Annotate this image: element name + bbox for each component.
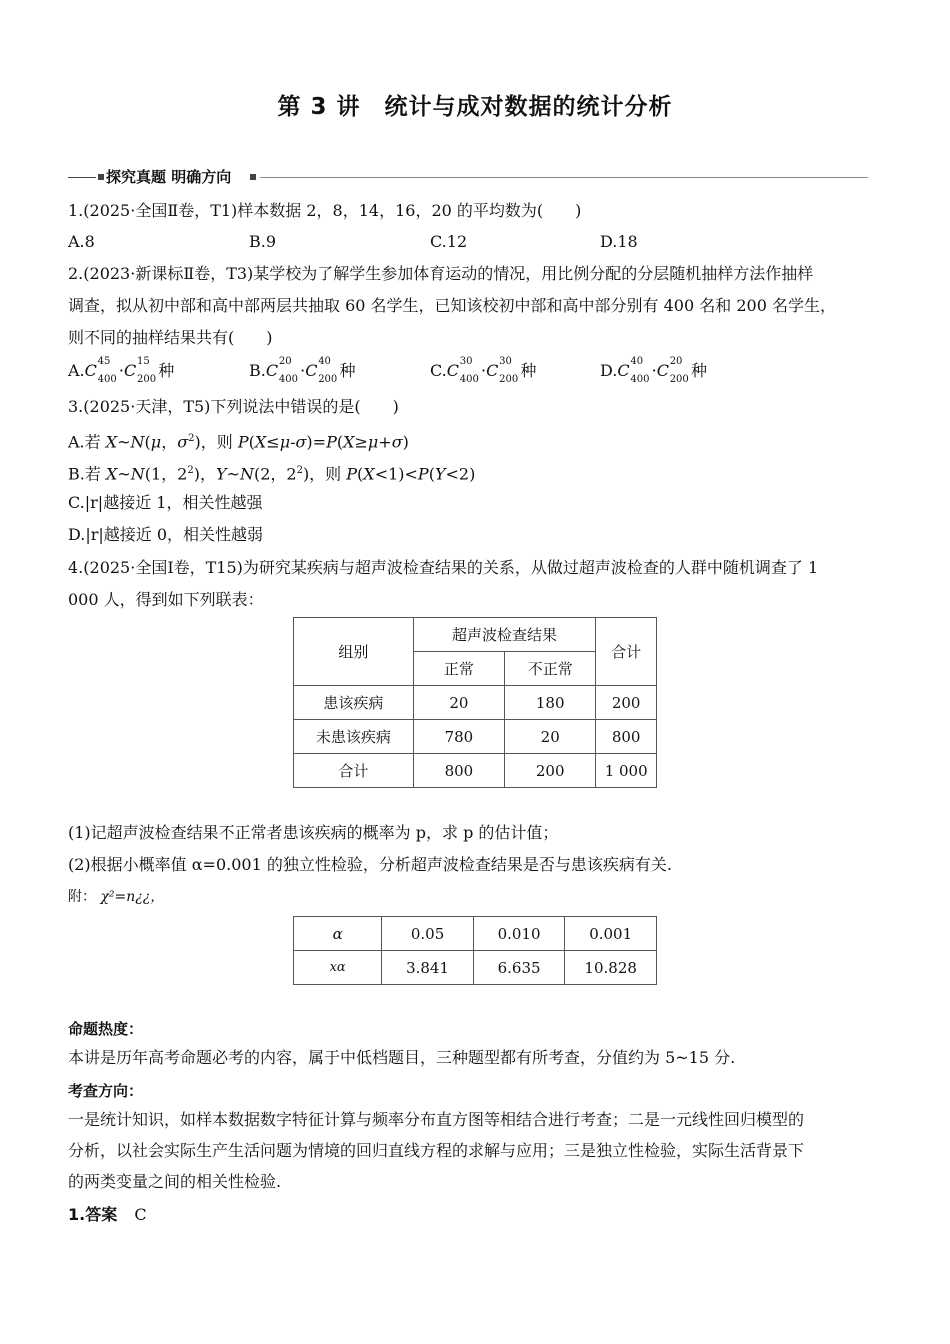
q4-sub-2: (2)根据小概率值 α=0.001 的独立性检验，分析超声波检查结果是否与患该疾病有关. bbox=[68, 855, 672, 874]
cell-total: 800 bbox=[596, 720, 657, 754]
option-letter: C. bbox=[430, 361, 447, 380]
option-letter: A. bbox=[68, 361, 85, 380]
q2-option-c: C.C 30 400 ·C 30 200 种 bbox=[430, 360, 536, 382]
header-total: 合计 bbox=[596, 618, 657, 686]
option-letter: D. bbox=[600, 361, 618, 380]
comb-sub: 400 bbox=[278, 374, 298, 385]
alpha-label: α bbox=[294, 917, 382, 951]
q3-option-c: C.|r|越接近 1，相关性越强 bbox=[68, 493, 263, 512]
direction-label: 考查方向： bbox=[68, 1082, 144, 1100]
comb-sub: 400 bbox=[459, 374, 479, 385]
comb-sub: 200 bbox=[318, 374, 338, 385]
critical-value-table bbox=[293, 916, 657, 985]
alpha-value: 0.001 bbox=[565, 917, 657, 951]
q1-option-d: D.18 bbox=[600, 232, 638, 251]
comb-sub: 400 bbox=[630, 374, 650, 385]
q2-option-b: B.C 20 400 ·C 40 200 种 bbox=[249, 360, 355, 382]
cell-abnormal: 180 bbox=[505, 686, 596, 720]
row-label: 患该疾病 bbox=[294, 686, 414, 720]
comb-sup: 40 bbox=[630, 356, 644, 367]
row-label: 合计 bbox=[294, 754, 414, 788]
square-bullet-icon bbox=[98, 174, 104, 180]
option-unit: 种 bbox=[520, 361, 537, 380]
q3-stem: 3.(2025·天津，T5)下列说法中错误的是( ) bbox=[68, 397, 399, 416]
answer-label: 1.答案 bbox=[68, 1205, 118, 1224]
option-unit: 种 bbox=[339, 361, 356, 380]
cell-normal: 20 bbox=[413, 686, 504, 720]
q4-line-2: 000 人，得到如下列联表： bbox=[68, 590, 264, 609]
q3-option-a: A.若 X~N(μ，$\sigma^2$)，则 P(X≤μ-σ)=P(X≥μ+σ) bbox=[68, 432, 409, 452]
table-row bbox=[294, 686, 657, 720]
option-unit: 种 bbox=[690, 361, 707, 380]
q3-option-d: D.|r|越接近 0，相关性越弱 bbox=[68, 525, 264, 544]
cell-abnormal: 200 bbox=[505, 754, 596, 788]
chi-square-formula: χ²=n¿¿， bbox=[100, 889, 165, 905]
comb-sup: 45 bbox=[97, 356, 111, 367]
divider-left bbox=[68, 177, 96, 178]
option-lead: B.若 bbox=[68, 464, 101, 484]
header-abnormal: 不正常 bbox=[505, 652, 596, 686]
cell-abnormal: 20 bbox=[505, 720, 596, 754]
option-letter: B. bbox=[249, 361, 266, 380]
q2-option-d: D.C 40 400 ·C 20 200 种 bbox=[600, 360, 707, 382]
comb-sup: 20 bbox=[278, 356, 292, 367]
comb-sup: 15 bbox=[136, 356, 150, 367]
option-tail: ，则 bbox=[200, 432, 233, 452]
q4-line-1: 4.(2025·全国Ⅰ卷，T15)为研究某疾病与超声波检查结果的关系，从做过超声波检查的人群中随机调查了 1 bbox=[68, 558, 819, 577]
square-bullet-icon bbox=[250, 174, 256, 180]
comb-sub: 400 bbox=[97, 374, 117, 385]
cell-total: 1 000 bbox=[596, 754, 657, 788]
comb-sup: 30 bbox=[499, 356, 512, 367]
heat-label: 命题热度： bbox=[68, 1020, 144, 1038]
direction-line: 分析，以社会实际生产生活问题为情境的回归直线方程的求解与应用；三是独立性检验，实际生活背景下 bbox=[68, 1141, 805, 1160]
alpha-value: 0.05 bbox=[382, 917, 474, 951]
x-alpha-label: xα bbox=[294, 951, 382, 985]
q1-option-c: C.12 bbox=[430, 232, 468, 251]
contingency-table bbox=[293, 617, 657, 788]
q1-stem: 1.(2025·全国Ⅱ卷，T1)样本数据 2，8，14，16，20 的平均数为( ) bbox=[68, 201, 582, 220]
divider-right bbox=[260, 177, 868, 178]
alpha-value: 0.010 bbox=[473, 917, 565, 951]
heat-text: 本讲是历年高考命题必考的内容，属于中低档题目，三种题型都有所考查，分值约为 5~15 分. bbox=[68, 1048, 736, 1067]
header-group: 组别 bbox=[294, 618, 414, 686]
cell-total: 200 bbox=[596, 686, 657, 720]
appendix-label: 附： bbox=[68, 889, 96, 905]
section-label: 探究真题 明确方向 bbox=[106, 168, 232, 186]
comb-sub: 200 bbox=[669, 374, 689, 385]
q2-line-3: 则不同的抽样结果共有( ) bbox=[68, 328, 273, 347]
q3-option-b: B.若 X~N(1，$2^2$)，Y~N(2，$2^2$)，则 P(X<1)<P(Y<2) bbox=[68, 464, 476, 484]
x-alpha-value: 3.841 bbox=[382, 951, 474, 985]
comb-sup: 20 bbox=[669, 356, 683, 367]
comb-sub: 200 bbox=[499, 374, 519, 385]
q1-option-b: B.9 bbox=[249, 232, 277, 251]
q4-appendix bbox=[68, 886, 164, 908]
page-title: 第 3 讲 统计与成对数据的统计分析 bbox=[277, 94, 673, 120]
comb-sup: 40 bbox=[318, 356, 331, 367]
option-lead: A.若 bbox=[68, 432, 101, 452]
comb-sub: 200 bbox=[136, 374, 157, 385]
comb-sup: 30 bbox=[459, 356, 473, 367]
q4-sub-1: (1)记超声波检查结果不正常者患该疾病的概率为 p，求 p 的估计值； bbox=[68, 823, 559, 842]
section-header bbox=[68, 166, 868, 188]
header-normal: 正常 bbox=[413, 652, 504, 686]
x-alpha-value: 10.828 bbox=[565, 951, 657, 985]
q2-line-1: 2.(2023·新课标Ⅱ卷，T3)某学校为了解学生参加体育运动的情况，用比例分配的分层随机抽样方法作抽样 bbox=[68, 264, 814, 283]
option-unit: 种 bbox=[158, 361, 175, 380]
x-alpha-value: 6.635 bbox=[473, 951, 565, 985]
direction-line: 的两类变量之间的相关性检验. bbox=[68, 1172, 282, 1191]
header-result: 超声波检查结果 bbox=[413, 618, 596, 652]
q1-option-a: A.8 bbox=[68, 232, 95, 251]
answer-line bbox=[68, 1204, 147, 1226]
q2-line-2: 调查，拟从初中部和高中部两层共抽取 60 名学生，已知该校初中部和高中部分别有 400 名和 200 名学生， bbox=[68, 296, 836, 315]
cell-normal: 800 bbox=[413, 754, 504, 788]
q2-option-a: A.C 45 400 ·C 15 200 种 bbox=[68, 360, 174, 382]
table-row bbox=[294, 754, 657, 788]
direction-line: 一是统计知识，如样本数据数字特征计算与频率分布直方图等相结合进行考查；二是一元线性回归模型的 bbox=[68, 1110, 805, 1129]
answer-value: C bbox=[134, 1205, 147, 1224]
table-row bbox=[294, 720, 657, 754]
row-label: 未患该疾病 bbox=[294, 720, 414, 754]
cell-normal: 780 bbox=[413, 720, 504, 754]
